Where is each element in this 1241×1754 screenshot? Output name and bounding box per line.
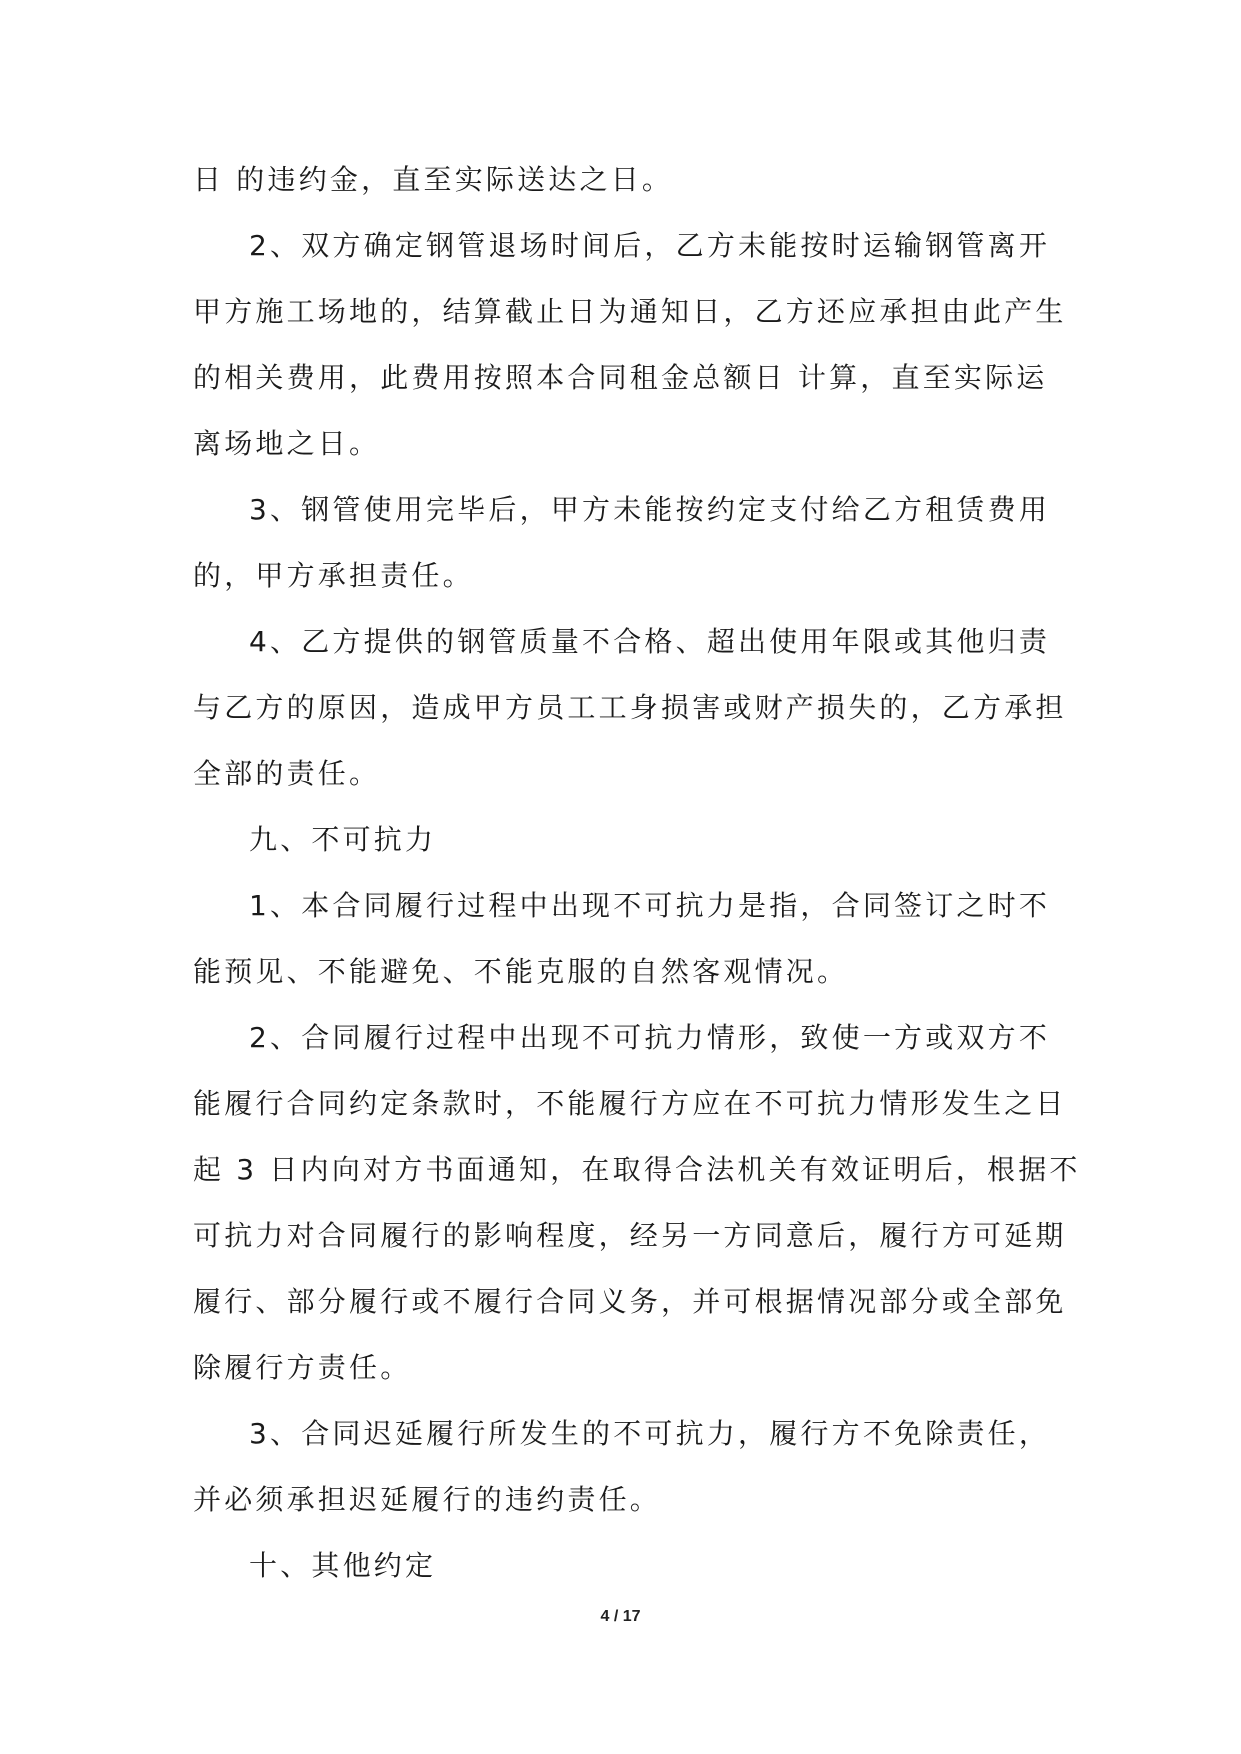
paragraph-start-line: 2、双方确定钢管退场时间后，乙方未能按时运输钢管离开 [249,229,1051,262]
section-heading: 十、其他约定 [249,1549,437,1582]
paragraph-start-line: 4、乙方提供的钢管质量不合格、超出使用年限或其他归责 [249,625,1051,658]
text-line: 能履行合同约定条款时，不能履行方应在不可抗力情形发生之日 [193,1087,1067,1120]
text-line: 离场地之日。 [193,427,381,460]
text-line: 可抗力对合同履行的影响程度，经另一方同意后，履行方可延期 [193,1219,1067,1252]
text-line: 起 3 日内向对方书面通知，在取得合法机关有效证明后，根据不 [193,1153,1081,1186]
paragraph-start-line: 3、钢管使用完毕后，甲方未能按约定支付给乙方租赁费用 [249,493,1051,526]
text-line: 并必须承担迟延履行的违约责任。 [193,1483,662,1516]
text-line: 的，甲方承担责任。 [193,559,474,592]
text-line: 甲方施工场地的，结算截止日为通知日，乙方还应承担由此产生 [193,295,1067,328]
paragraph-start-line: 3、合同迟延履行所发生的不可抗力，履行方不免除责任， [249,1417,1051,1450]
text-line: 的相关费用，此费用按照本合同租金总额日 计算，直至实际运 [193,361,1048,394]
text-line: 能预见、不能避免、不能克服的自然客观情况。 [193,955,849,988]
page-number: 4 / 17 [600,1608,641,1625]
section-heading: 九、不可抗力 [249,823,437,856]
text-line: 除履行方责任。 [193,1351,412,1384]
text-line: 与乙方的原因，造成甲方员工工身损害或财产损失的，乙方承担 [193,691,1067,724]
text-line: 全部的责任。 [193,757,381,790]
text-line: 履行、部分履行或不履行合同义务，并可根据情况部分或全部免 [193,1285,1067,1318]
paragraph-start-line: 2、合同履行过程中出现不可抗力情形，致使一方或双方不 [249,1021,1051,1054]
text-line: 日 的违约金，直至实际送达之日。 [193,163,674,196]
paragraph-start-line: 1、本合同履行过程中出现不可抗力是指，合同签订之时不 [249,889,1051,922]
